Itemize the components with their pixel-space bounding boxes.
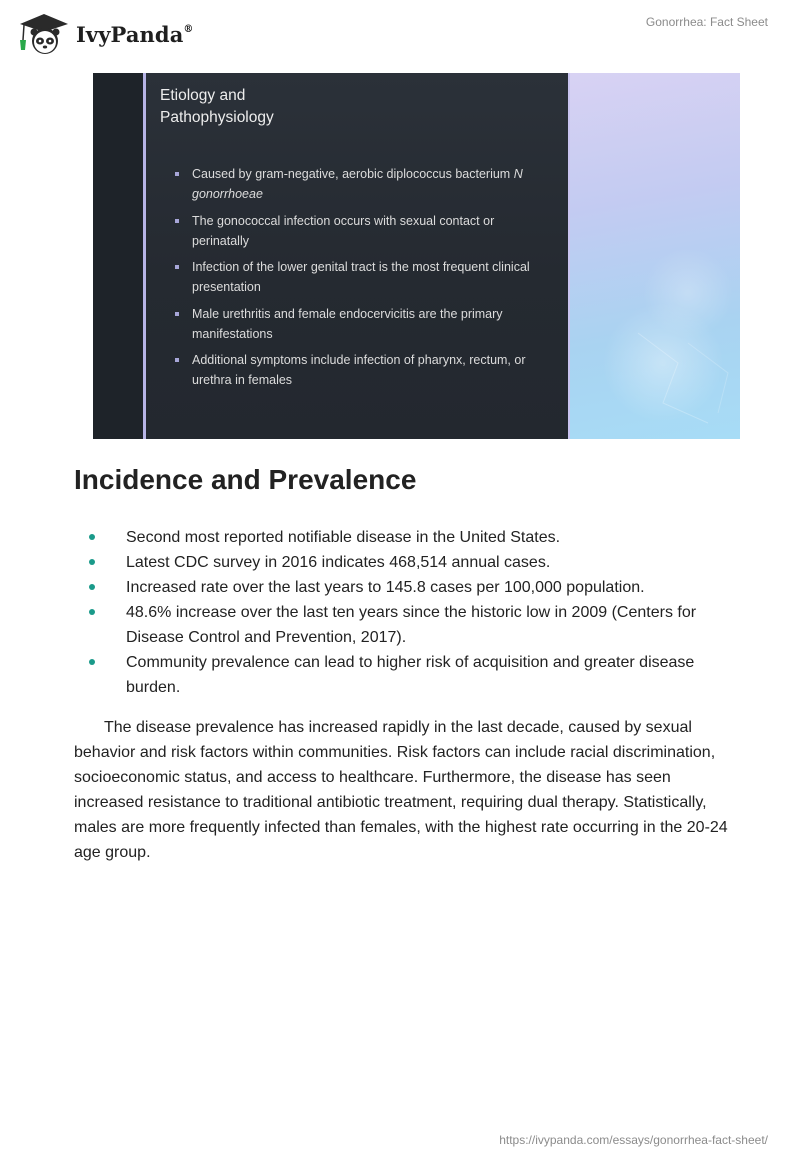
list-item: 48.6% increase over the last ten years since the historic low in 2009 (Centers for Disease Control and Prevention, 2017). [74, 600, 734, 650]
slide-bullet: The gonococcal infection occurs with sexual contact or perinatally [175, 211, 535, 251]
panda-graduation-cap-icon [14, 10, 72, 56]
slide-bullet: Male urethritis and female endocervicitis are the primary manifestations [175, 304, 535, 344]
list-item: Increased rate over the last years to 145.8 cases per 100,000 population. [74, 575, 734, 600]
incidence-bullet-list [74, 525, 734, 700]
slide-bullet-list [175, 164, 535, 397]
bullet-square-icon [175, 265, 179, 269]
bullet-dot-icon [89, 659, 95, 665]
section-heading: Incidence and Prevalence [74, 464, 417, 495]
source-url[interactable]: https://ivypanda.com/essays/gonorrhea-fact-sheet/ [499, 1133, 768, 1147]
bullet-dot-icon [89, 609, 95, 615]
body-paragraph: The disease prevalence has increased rapidly in the last decade, caused by sexual behavior and risk factors within communities. Risk factors can include racial discrimination, socioeconomic status, and access to healthcare. Furthermore, the disease has seen increased resistance to traditional antibiotic treatment, requiring dual therapy. Statistically, males are more frequently infected than females, with the highest rate occurring in the 20-24 age group. [74, 719, 728, 861]
slide-image [93, 73, 740, 439]
slide-left-strip [93, 73, 143, 439]
slide-divider-line [568, 73, 570, 439]
logo-wordmark: IvyPanda® [76, 21, 194, 47]
slide-title: Etiology and Pathophysiology [160, 87, 274, 126]
list-item: Community prevalence can lead to higher risk of acquisition and greater disease burden. [74, 650, 734, 700]
site-logo[interactable] [14, 10, 194, 56]
document-title: Gonorrhea: Fact Sheet [645, 15, 768, 29]
slide-bullet: Infection of the lower genital tract is the most frequent clinical presentation [175, 257, 535, 297]
list-item: Second most reported notifiable disease in the United States. [74, 525, 734, 550]
slide-right-panel [568, 73, 740, 439]
bullet-dot-icon [89, 559, 95, 565]
bullet-square-icon [175, 172, 179, 176]
bullet-dot-icon [89, 584, 95, 590]
bullet-square-icon [175, 219, 179, 223]
bullet-dot-icon [89, 534, 95, 540]
slide-bullet: Additional symptoms include infection of pharynx, rectum, or urethra in females [175, 350, 535, 390]
slide-bullet: Caused by gram-negative, aerobic diplococcus bacterium N gonorrhoeae [175, 164, 535, 204]
list-item: Latest CDC survey in 2016 indicates 468,514 annual cases. [74, 550, 734, 575]
bullet-square-icon [175, 312, 179, 316]
slide-accent-line [143, 73, 146, 439]
bullet-square-icon [175, 358, 179, 362]
